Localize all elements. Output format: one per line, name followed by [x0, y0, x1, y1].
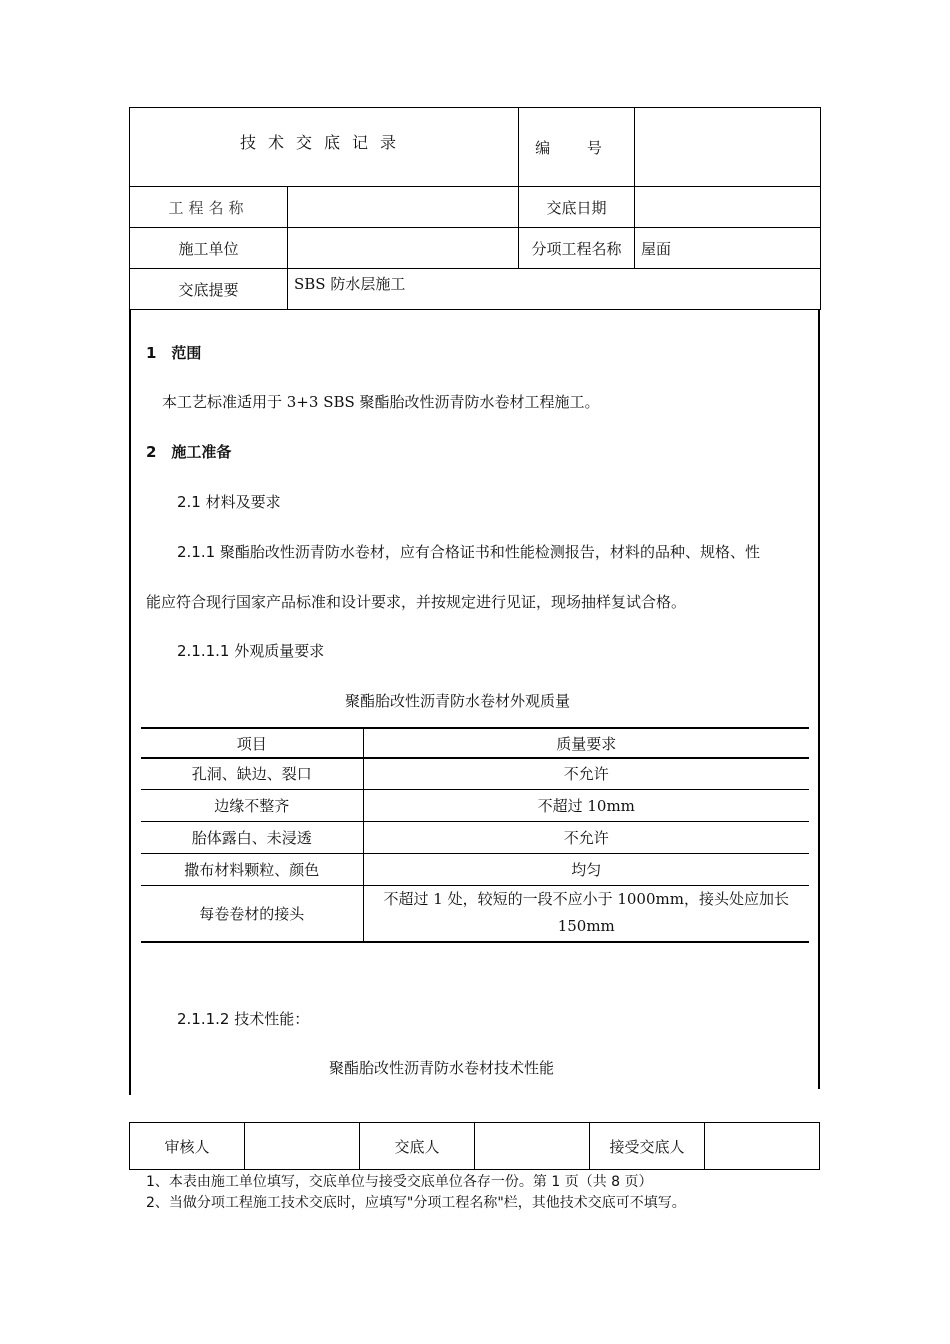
- table1-title: 聚酯胎改性沥青防水卷材外观质量: [345, 692, 571, 710]
- section-2-1: 2.1 材料及要求: [177, 493, 281, 511]
- signature-table: [129, 1122, 820, 1170]
- table-cell: 不允许: [363, 821, 809, 853]
- table-row: [141, 789, 809, 821]
- number-label: 编 号: [519, 108, 635, 187]
- summary-value[interactable]: SBS 防水层施工: [288, 269, 821, 310]
- receiver-value[interactable]: [705, 1123, 820, 1170]
- table-header: 项目: [141, 728, 363, 758]
- table-row: [141, 821, 809, 853]
- construction-unit-value[interactable]: [288, 228, 519, 269]
- project-name-label: 工程名称: [130, 187, 288, 228]
- table-cell: 不超过 10mm: [363, 789, 809, 821]
- quality-table: [141, 727, 809, 943]
- table-cell: 均匀: [363, 853, 809, 885]
- section-2-1-1-line2: 能应符合现行国家产品标准和设计要求，并按规定进行见证，现场抽样复试合格。: [146, 593, 687, 611]
- table-cell: 孔洞、缺边、裂口: [141, 758, 363, 789]
- date-value[interactable]: [635, 187, 821, 228]
- header-table: [129, 107, 821, 310]
- section-2-heading: 2 施工准备: [146, 443, 232, 461]
- section-2-1-1-line1: 2.1.1 聚酯胎改性沥青防水卷材，应有合格证书和性能检测报告，材料的品种、规格、性: [177, 543, 760, 561]
- construction-unit-label: 施工单位: [130, 228, 288, 269]
- date-label: 交底日期: [519, 187, 635, 228]
- table-row: [141, 853, 809, 885]
- discloser-label: 交底人: [360, 1123, 475, 1170]
- discloser-value[interactable]: [475, 1123, 590, 1170]
- table-cell: 不超过 1 处，较短的一段不应小于 1000mm，接头处应加长 150mm: [363, 885, 809, 942]
- table-cell: 边缘不整齐: [141, 789, 363, 821]
- subproject-label: 分项工程名称: [519, 228, 635, 269]
- table-cell: 不允许: [363, 758, 809, 789]
- section-1-heading: 1 范围: [146, 344, 202, 362]
- frame-left-border: [129, 309, 131, 1095]
- section-2-1-1-1: 2.1.1.1 外观质量要求: [177, 642, 325, 660]
- section-1-text: 本工艺标准适用于 3+3 SBS 聚酯胎改性沥青防水卷材工程施工。: [162, 393, 600, 411]
- record-title: 技术交底记录: [130, 108, 519, 187]
- reviewer-value[interactable]: [245, 1123, 360, 1170]
- section-2-1-1-2: 2.1.1.2 技术性能：: [177, 1010, 310, 1028]
- table-cell: 撒布材料颗粒、颜色: [141, 853, 363, 885]
- receiver-label: 接受交底人: [590, 1123, 705, 1170]
- subproject-value[interactable]: 屋面: [635, 228, 821, 269]
- table-cell: 胎体露白、未浸透: [141, 821, 363, 853]
- table2-title: 聚酯胎改性沥青防水卷材技术性能: [329, 1059, 555, 1077]
- number-value[interactable]: [635, 108, 821, 187]
- note-line-2: 2、当做分项工程施工技术交底时，应填写"分项工程名称"栏，其他技术交底可不填写。: [146, 1195, 686, 1211]
- table-header: 质量要求: [363, 728, 809, 758]
- note-line-1: 1、本表由施工单位填写，交底单位与接受交底单位各存一份。第 1 页（共 8 页）: [146, 1174, 653, 1190]
- summary-label: 交底提要: [130, 269, 288, 310]
- table-row: [141, 885, 809, 942]
- project-name-value[interactable]: [288, 187, 519, 228]
- table-cell: 每卷卷材的接头: [141, 885, 363, 942]
- table-row: [141, 758, 809, 789]
- frame-right-border: [818, 309, 820, 1089]
- reviewer-label: 审核人: [130, 1123, 245, 1170]
